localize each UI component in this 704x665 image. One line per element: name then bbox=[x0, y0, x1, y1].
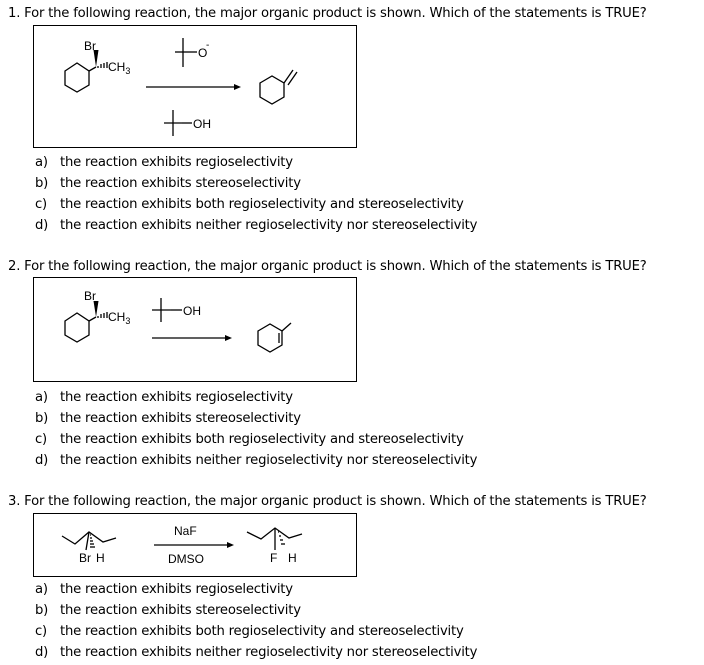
question-1-prompt: 1. For the following reaction, the major organic product is shown. Which of the statements is TRUE? bbox=[8, 6, 647, 21]
q2-cyclohexane-ring bbox=[65, 313, 89, 342]
question-3-option-c[interactable]: c) the reaction exhibits both regioselectivity and stereoselectivity bbox=[35, 624, 464, 639]
question-1-reaction-scheme bbox=[34, 26, 358, 149]
question-3-reaction-box bbox=[33, 513, 357, 577]
q3-naf-label: NaF bbox=[174, 524, 197, 538]
q3-f-label: F bbox=[270, 551, 278, 565]
q1-cyclohexane-ring bbox=[65, 63, 89, 92]
q1-oh-label: OH bbox=[193, 117, 211, 131]
q2-oh-label: OH bbox=[183, 304, 201, 318]
question-2-prompt: 2. For the following reaction, the major organic product is shown. Which of the statements is TRUE? bbox=[8, 259, 647, 274]
question-1-reaction-box bbox=[33, 25, 357, 148]
q2-br-label: Br bbox=[84, 289, 96, 303]
question-1-option-d[interactable]: d) the reaction exhibits neither regioselectivity nor stereoselectivity bbox=[35, 218, 478, 233]
q2-hash-bond bbox=[98, 312, 107, 318]
question-2-option-a[interactable]: a) the reaction exhibits regioselectivity bbox=[35, 390, 293, 405]
q1-charge-label: - bbox=[206, 40, 210, 51]
q1-product-ring bbox=[260, 76, 284, 104]
q1-br-label: Br bbox=[84, 39, 96, 53]
question-3-option-a[interactable]: a) the reaction exhibits regioselectivity bbox=[35, 582, 293, 597]
question-1-option-c[interactable]: c) the reaction exhibits both regioselectivity and stereoselectivity bbox=[35, 197, 464, 212]
question-3-prompt: 3. For the following reaction, the major organic product is shown. Which of the statements is TRUE? bbox=[8, 494, 647, 509]
q2-ch3-label: $CH_3$ bbox=[108, 310, 131, 326]
question-3-reaction-scheme bbox=[34, 514, 358, 578]
q1-hash-bond bbox=[98, 62, 107, 68]
question-2-option-d[interactable]: d) the reaction exhibits neither regioselectivity nor stereoselectivity bbox=[35, 453, 478, 468]
q3-br-label: Br bbox=[79, 551, 91, 565]
q3-hash-bond bbox=[90, 535, 95, 547]
question-2-reaction-scheme bbox=[34, 278, 358, 383]
q2-wedge-bond bbox=[94, 301, 99, 317]
question-1-option-a[interactable]: a) the reaction exhibits regioselectivity bbox=[35, 155, 293, 170]
q1-ch3-label: $CH_3$ bbox=[108, 60, 131, 76]
q3-dmso-label: DMSO bbox=[168, 552, 204, 566]
question-2-option-b[interactable]: b) the reaction exhibits stereoselectivity bbox=[35, 411, 301, 426]
question-1-option-b[interactable]: b) the reaction exhibits stereoselectivity bbox=[35, 176, 301, 191]
q3-h-right-label: H bbox=[288, 551, 297, 565]
question-2-reaction-box bbox=[33, 277, 357, 382]
q3-h-left-label: H bbox=[96, 551, 105, 565]
question-3-option-d[interactable]: d) the reaction exhibits neither regioselectivity nor stereoselectivity bbox=[35, 645, 478, 660]
question-3-option-b[interactable]: b) the reaction exhibits stereoselectivity bbox=[35, 603, 301, 618]
q1-oxide-label: O bbox=[198, 46, 208, 60]
question-2-option-c[interactable]: c) the reaction exhibits both regioselectivity and stereoselectivity bbox=[35, 432, 464, 447]
